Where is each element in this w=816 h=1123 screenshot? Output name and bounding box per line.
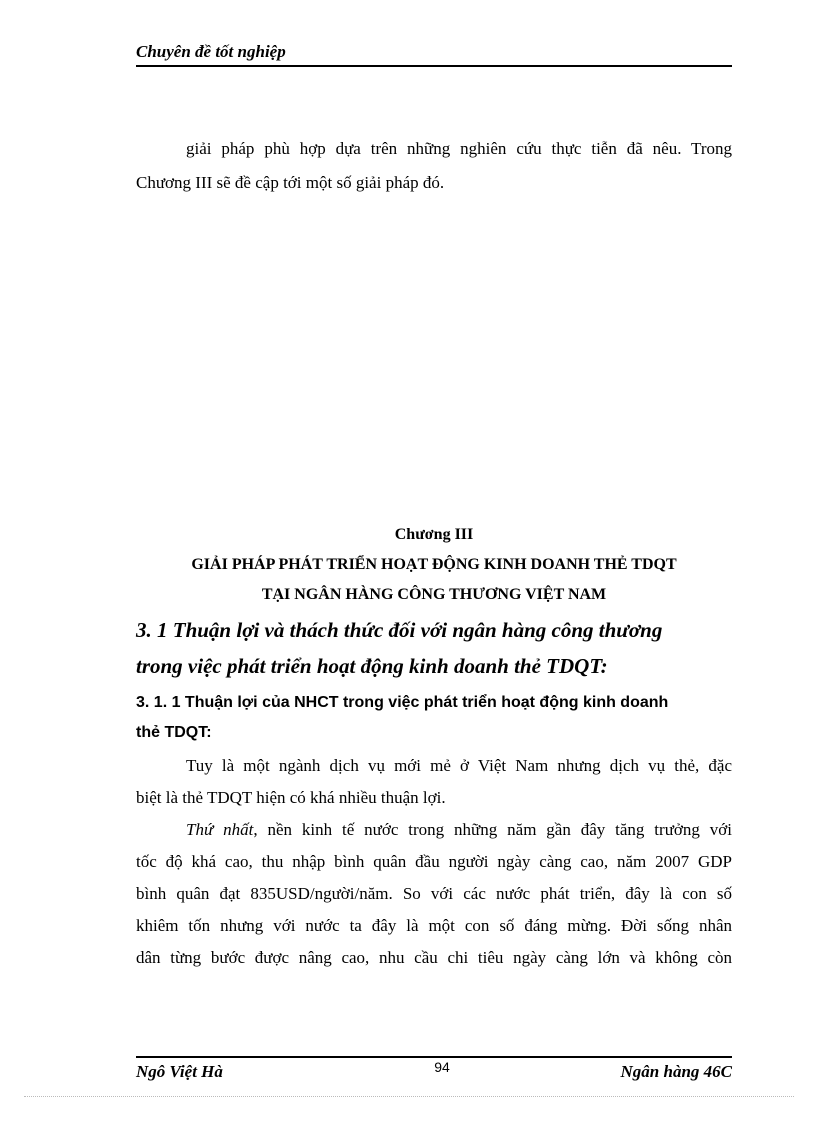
p2-lead: Thứ nhất [186, 820, 254, 839]
p2-line-3: bình quân đạt 835USD/người/năm. So với các nước phát triển, đây là con số [136, 884, 732, 903]
footer-class: Ngân hàng 46C [620, 1062, 732, 1081]
section-3-1-heading [136, 612, 732, 684]
p1-line-2: biệt là thẻ TDQT hiện có khá nhiều thuận lợi. [136, 788, 446, 807]
p2-line-4: khiêm tốn nhưng với nước ta đây là một con số đáng mừng. Đời sống nhân [136, 916, 732, 935]
p1-line-1: Tuy là một ngành dịch vụ mới mẻ ở Việt Nam nhưng dịch vụ thẻ, đặc [186, 756, 732, 775]
body-text [136, 750, 732, 974]
p2-line-1 [136, 814, 732, 846]
section-3-1-1-line-2: thẻ TDQT: [136, 724, 212, 741]
section-3-1-line-1: 3. 1 Thuận lợi và thách thức đối với ngân hàng công thương [136, 618, 663, 642]
p2-line-1-rest: , nền kinh tế nước trong những năm gần đây tăng trưởng với [253, 820, 732, 839]
section-3-1-1-line-1: 3. 1. 1 Thuận lợi của NHCT trong việc phát triển hoạt động kinh doanh [136, 694, 669, 711]
footer-rule [136, 1056, 732, 1058]
header-rule [136, 65, 732, 67]
chapter-title-line-2: TẠI NGÂN HÀNG CÔNG THƯƠNG VIỆT NAM [261, 586, 607, 603]
chapter-heading [136, 520, 732, 610]
chapter-title-line-1: GIẢI PHÁP PHÁT TRIỂN HOẠT ĐỘNG KINH DOANH THẺ TDQT [191, 556, 677, 573]
chapter-label: Chương III [394, 526, 474, 543]
header-title: Chuyên đề tốt nghiệp [136, 42, 286, 61]
p2-line-2: tốc độ khá cao, thu nhập bình quân đầu người ngày càng cao, năm 2007 GDP [136, 852, 732, 871]
page-number: 94 [434, 1059, 450, 1075]
p2-line-5: dân từng bước được nâng cao, nhu cầu chi tiêu ngày càng lớn và không còn [136, 948, 732, 967]
section-3-1-line-2: trong việc phát triển hoạt động kinh doanh thẻ TDQT: [136, 654, 608, 678]
section-3-1-1-heading [136, 688, 732, 748]
intro-line-2: Chương III sẽ đề cập tới một số giải pháp đó. [136, 173, 445, 192]
footer-author: Ngô Việt Hà [136, 1062, 223, 1081]
page-edge-divider [24, 1096, 794, 1097]
intro-paragraph [136, 132, 732, 200]
intro-line-1: giải pháp phù hợp dựa trên những nghiên cứu thực tiễn đã nêu. Trong [186, 139, 732, 158]
